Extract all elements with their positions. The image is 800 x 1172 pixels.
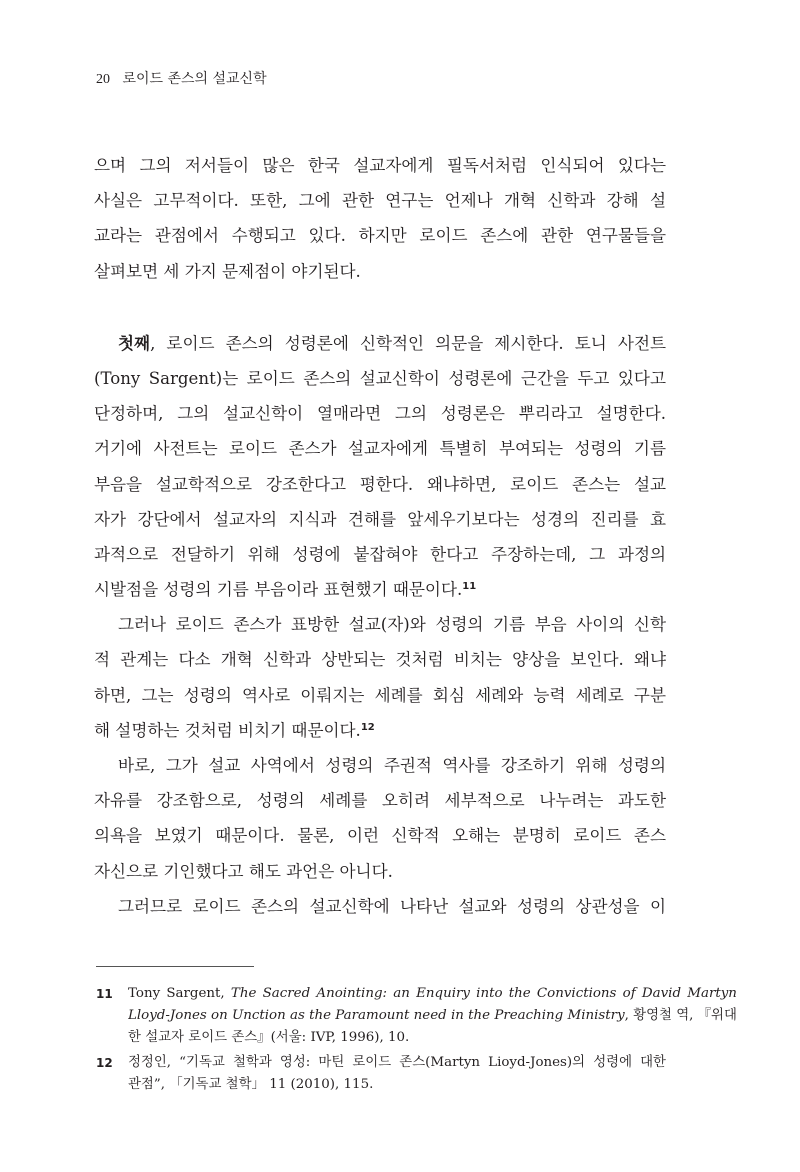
- paragraph: [94, 607, 666, 748]
- paragraph: [94, 326, 666, 608]
- text-line: 해 설명하는 것처럼 비치기 때문이다.$^{12}$: [94, 720, 375, 740]
- text-line: 적 관계는 다소 개혁 신학과 상반되는 것처럼 비치는 양상을 보인다. 왜냐: [94, 650, 666, 670]
- page-number: 20: [96, 72, 110, 87]
- emphasis-first: 첫째: [118, 332, 151, 353]
- text-line: 첫째, 로이드 존스의 성령론에 신학적인 의문을 제시한다. 토니 사전트: [118, 332, 666, 353]
- footnote-number: 12: [96, 1056, 113, 1070]
- running-header: [96, 68, 267, 88]
- paragraph: [94, 748, 666, 889]
- footnote-line: 한 설교자 로이드 존스』(서울: IVP, 1996), 10.: [128, 1030, 410, 1045]
- text-line: 그러나 로이드 존스가 표방한 설교(자)와 성령의 기름 부음 사이의 신학: [118, 615, 666, 635]
- footnote-number: 11: [96, 987, 113, 1001]
- text-line: (Tony Sargent)는 로이드 존스의 설교신학이 성령론에 근간을 두고 있다고: [94, 368, 666, 388]
- footnote-line: 정정인, “기독교 철학과 영성: 마틴 로이드 존스(Martyn Lioyd-Jones)의 성령에 대한: [128, 1055, 666, 1070]
- body-text: [94, 148, 666, 924]
- text-line: 으며 그의 저서들이 많은 한국 설교자에게 필독서처럼 인식되어 있다는: [94, 156, 666, 175]
- text-line: 자신으로 기인했다고 해도 과언은 아니다.: [94, 861, 393, 881]
- text-line: 교라는 관점에서 수행되고 있다. 하지만 로이드 존스에 관한 연구물들을: [94, 226, 666, 246]
- text-line: 단정하며, 그의 설교신학이 열매라면 그의 성령론은 뿌리라고 설명한다.: [94, 404, 666, 424]
- text-line: 바로, 그가 설교 사역에서 성령의 주권적 역사를 강조하기 위해 성령의: [118, 756, 666, 775]
- footnote-11: [96, 983, 737, 1049]
- text-line: 부음을 설교학적으로 강조한다고 평한다. 왜냐하면, 로이드 존스는 설교: [94, 474, 666, 494]
- paragraph: [118, 889, 666, 924]
- footnote-line: Tony Sargent, The Sacred Anointing: an Enquiry into the Convictions of David Martyn: [128, 986, 737, 1001]
- text-line: 과적으로 전달하기 위해 성령에 붙잡혀야 한다고 주장하는데, 그 과정의: [94, 544, 666, 564]
- footnote-ref-11[interactable]: 11: [462, 581, 477, 593]
- footnote-divider: [96, 966, 254, 967]
- text-line: 하면, 그는 성령의 역사로 이뤄지는 세례를 회심 세례와 능력 세례로 구분: [94, 685, 666, 705]
- running-title: 로이드 존스의 설교신학: [122, 71, 267, 87]
- text-line: 사실은 고무적이다. 또한, 그에 관한 연구는 언제나 개혁 신학과 강해 설: [94, 191, 666, 211]
- footnotes: [96, 983, 737, 1096]
- footnote-line: Lloyd-Jones on Unction as the Paramount need in the Preaching Ministry, 황영철 역, 『위대: [128, 1008, 737, 1023]
- text-line: 그러므로 로이드 존스의 설교신학에 나타난 설교와 성령의 상관성을 이: [118, 896, 666, 916]
- text-line: 살펴보면 세 가지 문제점이 야기된다.: [94, 261, 361, 281]
- text-line: 의욕을 보였기 때문이다. 물론, 이런 신학적 오해는 분명히 로이드 존스: [94, 826, 666, 846]
- footnote-12: [96, 1052, 666, 1096]
- footnote-ref-12[interactable]: 12: [360, 721, 375, 733]
- text-line: 시발점을 성령의 기름 부음이라 표현했기 때문이다.$^{11}$: [94, 580, 477, 600]
- text-line: 자가 강단에서 설교자의 지식과 견해를 앞세우기보다는 성경의 진리를 효: [94, 509, 666, 529]
- text-line: 자유를 강조함으로, 성령의 세례를 오히려 세부적으로 나누려는 과도한: [94, 791, 666, 811]
- paragraph: [94, 148, 666, 289]
- footnote-line: 관점”, 「기독교 철학」 11 (2010), 115.: [128, 1077, 374, 1092]
- text-line: 거기에 사전트는 로이드 존스가 설교자에게 특별히 부여되는 성령의 기름: [94, 439, 666, 459]
